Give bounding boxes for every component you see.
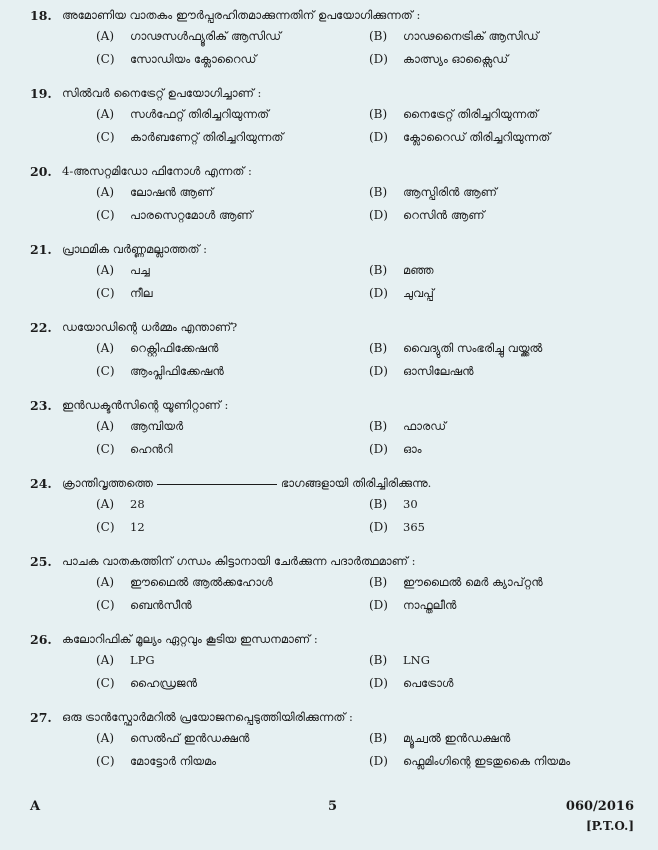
option-label: (C) [96,754,115,768]
option-label: (A) [96,653,115,667]
option-label: (D) [369,754,388,768]
option-text: സൾഫേറ്റ് തിരിച്ചറിയുന്നത് [130,107,269,121]
question-text: അമോണിയ വാതകം ഈർപ്പരഹിതമാക്കുന്നതിന് ഉപയോഗിക്കുന്നത് : [62,8,421,22]
question-22 [0,318,658,384]
option-text: ആംപ്ലിഫിക്കേഷൻ [130,364,224,378]
question-text [62,476,431,491]
option-label: (D) [369,364,388,378]
option-label: (D) [369,52,388,66]
question-text: കലോറിഫിക് മൂല്യം ഏറ്റവും കൂടിയ ഇന്ധനമാണ് : [62,632,318,646]
option-label: (D) [369,676,388,690]
option-text: നീല [130,286,153,300]
question-18 [0,6,658,72]
option-text: ഗാഢസൾഫ്യൂരിക് ആസിഡ് [130,29,281,43]
question-19 [0,84,658,150]
question-23 [0,396,658,462]
series-code: A [30,799,41,814]
option-label: (D) [369,598,388,612]
option-label: (B) [369,419,388,433]
option-text: മഞ്ഞ [403,263,434,277]
question-number: 23. [30,398,52,413]
option-text: ഓസിലേഷൻ [403,364,474,378]
question-24 [0,474,658,540]
option-text: 12 [130,520,145,534]
option-label: (B) [369,653,388,667]
page-number: 5 [328,799,338,814]
option-label: (C) [96,52,115,66]
option-label: (C) [96,598,115,612]
question-20 [0,162,658,228]
option-label: (A) [96,263,115,277]
question-text: ഒരു ട്രാൻസ്ഫോർമറിൽ പ്രയോജനപ്പെടുത്തിയിരിക്കുന്നത് : [62,710,353,724]
option-text: മ്യൂച്വൽ ഇൻഡക്ഷൻ [403,731,511,745]
question-25 [0,552,658,618]
question-text: 4-അസറ്റമിഡോ ഫിനോൾ എന്നത് : [62,164,252,178]
option-text: ചുവപ്പ് [403,286,434,300]
question-text: പാചക വാതകത്തിന് ഗന്ധം കിട്ടാനായി ചേർക്കുന്ന പദാർത്ഥമാണ് : [62,554,416,568]
option-text: ഹൈഡ്രജൻ [130,676,198,690]
option-text: കാർബണേറ്റ് തിരിച്ചറിയുന്നത് [130,130,284,144]
option-label: (C) [96,208,115,222]
option-text: റെസിൻ ആണ് [403,208,485,222]
option-label: (A) [96,185,115,199]
option-label: (B) [369,497,388,511]
option-label: (A) [96,731,115,745]
option-label: (D) [369,286,388,300]
question-text: പ്രാഥമിക വർണ്ണമല്ലാത്തത് : [62,242,208,256]
option-label: (D) [369,442,388,456]
question-number: 21. [30,242,52,257]
option-label: (A) [96,29,115,43]
option-text: ബെൻസീൻ [130,598,192,612]
option-text: നാഫ്തലീൻ [403,598,457,612]
option-label: (C) [96,442,115,456]
option-text: ആമ്പിയർ [130,419,184,433]
option-label: (A) [96,107,115,121]
option-text: മോട്ടോർ നിയമം [130,754,217,768]
option-text: ഫ്ലെമിംഗിന്റെ ഇടതുകൈ നിയമം [403,754,571,768]
question-26 [0,630,658,696]
please-turn-over: [P.T.O.] [585,819,634,833]
option-text: നൈട്രേറ്റ് തിരിച്ചറിയുന്നത് [403,107,539,121]
fill-in-blank [157,484,277,485]
option-label: (D) [369,520,388,534]
question-number: 25. [30,554,52,569]
page-footer [0,797,658,847]
option-label: (B) [369,29,388,43]
option-text: വൈദ്യുതി സംഭരിച്ചു വയ്ക്കൽ [403,341,543,355]
option-text: ഈഥൈൽ ആൽക്കഹോൾ [130,575,273,589]
option-label: (B) [369,341,388,355]
option-label: (C) [96,130,115,144]
option-label: (B) [369,731,388,745]
question-number: 20. [30,164,52,179]
question-text: സിൽവർ നൈട്രേറ്റ് ഉപയോഗിച്ചാണ് : [62,86,262,100]
option-text: ഓം [403,442,422,456]
option-label: (A) [96,341,115,355]
option-label: (B) [369,263,388,277]
option-text: ആസ്പിരിൻ ആണ് [403,185,497,199]
option-text: ഫാരഡ് [403,419,447,433]
option-label: (C) [96,520,115,534]
option-text: LPG [130,653,155,667]
question-27 [0,708,658,774]
option-label: (B) [369,185,388,199]
question-number: 18. [30,8,52,23]
question-number: 26. [30,632,52,647]
option-text: 28 [130,497,145,511]
option-label: (D) [369,130,388,144]
option-label: (B) [369,575,388,589]
option-text: ക്ലോറൈഡ് തിരിച്ചറിയുന്നത് [403,130,551,144]
question-paper-code: 060/2016 [565,799,634,814]
option-label: (A) [96,575,115,589]
option-label: (B) [369,107,388,121]
question-text: ഇൻഡക്ടൻസിന്റെ യൂണിറ്റാണ് : [62,398,229,412]
option-text: ഹെൻറി [130,442,173,456]
question-number: 27. [30,710,52,725]
question-number: 22. [30,320,52,335]
question-21 [0,240,658,306]
option-text: ഗാഢനൈട്രിക് ആസിഡ് [403,29,539,43]
option-text: കാത്സ്യം ഓക്സൈഡ് [403,52,509,66]
option-text: സെൽഫ് ഇൻഡക്ഷൻ [130,731,250,745]
option-text: ഈഥൈൽ മെർ ക്യാപ്റ്റൻ [403,575,543,589]
question-text-end: ഭാഗങ്ങളായി തിരിച്ചിരിക്കുന്നു. [280,476,432,490]
option-label: (C) [96,286,115,300]
question-text: ഡയോഡിന്റെ ധർമ്മം എന്താണ്? [62,320,238,334]
option-label: (A) [96,419,115,433]
option-text: പെട്രോൾ [403,676,454,690]
option-text: പാരസെറ്റമോൾ ആണ് [130,208,253,222]
question-number: 19. [30,86,52,101]
option-text: 365 [403,520,425,534]
question-text-start: ക്രാന്തിവൃത്തത്തെ [62,476,153,490]
option-text: ലോഷൻ ആണ് [130,185,214,199]
option-text: LNG [403,653,430,667]
option-text: പച്ച [130,263,150,277]
option-text: 30 [403,497,418,511]
option-label: (D) [369,208,388,222]
option-text: സോഡിയം ക്ലോറൈഡ് [130,52,257,66]
option-label: (A) [96,497,115,511]
option-label: (C) [96,364,115,378]
option-label: (C) [96,676,115,690]
question-number: 24. [30,476,52,491]
option-text: റെക്റ്റിഫിക്കേഷൻ [130,341,219,355]
